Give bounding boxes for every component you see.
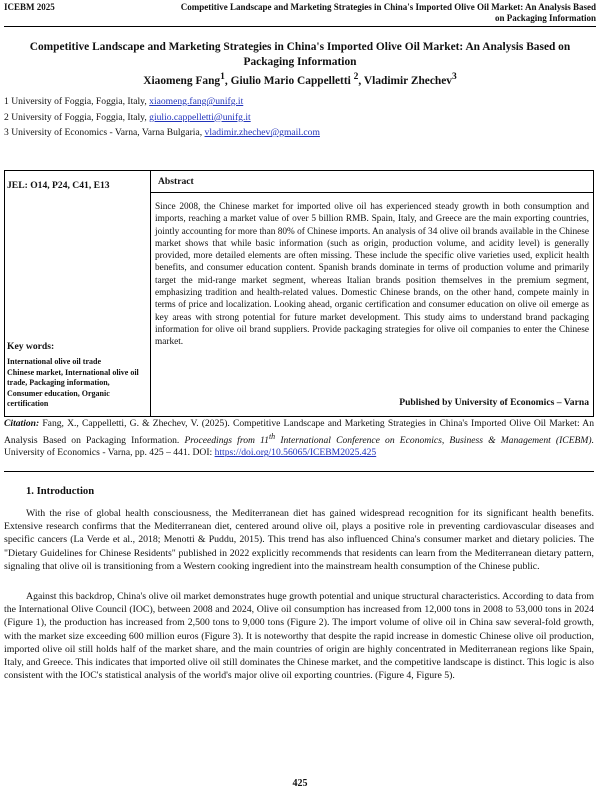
keywords-list	[7, 357, 145, 410]
affiliation-3: 3 University of Economics - Varna, Varna Bulgaria, vladimir.zhechev@gmail.com	[4, 127, 320, 138]
author-sup: 1	[220, 72, 225, 82]
abstract-box	[4, 170, 594, 417]
section-heading: 1. Introduction	[26, 486, 95, 497]
email-link[interactable]: vladimir.zhechev@gmail.com	[204, 127, 320, 138]
affiliations	[4, 94, 320, 141]
box-divider	[150, 171, 151, 416]
body-paragraph: With the rise of global health consciousness, the Mediterranean diet has gained widespread recognition for its significant health benefits. Extensive research confirms that the Mediterranean diet, centered around olive oil, plays a positive role in preventing cardiovascular diseases and specific cancers (La Verde et al., 2018; Menotti & Puddu, 2015). This trend has also influenced China's consumer market and dietary policies. The "Dietary Guidelines for Chinese Residents" published in 2022 explicitly recommends that residents can learn from the Mediterranean dietary pattern, signaling that olive oil is transitioning from a Western cooking ingredient into the mainstream health consumption of the Chinese public.	[4, 508, 594, 572]
citation-block: Citation: Fang, X., Cappelletti, G. & Zhechev, V. (2025). Competitive Landscape and Marketing Strategies in China's Imported Olive Oil Market: An Analysis Based on Packaging Information. Proceedings from 11th International Conference on Economics, Business & Management (ICEBM). University of Economics - Varna, pp. 425 – 441. DOI: https://doi.org/10.56065/ICEBM2025.425	[4, 418, 595, 459]
author-name: Giulio Mario Cappelletti	[230, 74, 351, 87]
paper-title: Competitive Landscape and Marketing Strategies in China's Imported Olive Oil Market: An Analysis Based on Packaging Information	[29, 41, 571, 68]
affiliation-2: 2 University of Foggia, Foggia, Italy, giulio.cappelletti@unifg.it	[4, 111, 251, 123]
author-sup: 2	[353, 72, 359, 82]
author-line: Xiaomeng Fang$^1$, Giulio Mario Cappelletti $^2$, Vladimir Zhechev$^3$	[143, 72, 457, 87]
body-paragraph: Against this backdrop, China's olive oil market demonstrates huge growth potential and unique structural characteristics. According to data from the International Olive Council (IOC), between 2008 and 2024, Olive oil consumption has increased from 12,000 tons in 2008 to 53,000 tons in 2024 (Figure 1), the production has increased from 2,500 tons to 9,000 tons (Figure 2). The import volume of olive oil in China saw several-fold growth, with the market size exceeding 600 million euros (Figure 3). It is noteworthy that despite the rapid increase in domestic Chinese olive oil production, imported olive oil still holds half of the market share, and the main countries of origin are highly concentrated in Mediterranean regions like Spain, Italy, and Greece. This indicates that imported olive oil still dominates the Chinese market, and the competitive landscape is distinct. This logic is also consistent with the IOC's statistical analysis of the world's major olive oil exporting countries. (Figure 4, Figure 5).	[4, 591, 594, 682]
box-divider	[150, 192, 593, 193]
doi-link[interactable]: https://doi.org/10.56065/ICEBM2025.425	[214, 447, 377, 459]
running-title: Competitive Landscape and Marketing Strategies in China's Imported Olive Oil Market: An Analysis Based on Packaging Information	[180, 2, 596, 23]
abstract-text: Since 2008, the Chinese market for imported olive oil has experienced steady growth in both consumption and imports, reaching a market value of over 5 billion RMB. Spain, Italy, and Greece are the main exporting countries, jointly accounting for more than 80% of Chinese imports. An analysis of 34 olive oil brands available in the Chinese market shows that while basic information (such as origin, production volume, and acidity level) is generally provided, more detailed elements are often missing. These include the specific olive varieties used, explicit health benefits, and consumer education content. Spanish brands dominate in terms of production volume and primarily target the mid-range market segment, whereas Italian brands position themselves in the premium segment, emphasizing tradition and health-related values. Domestic Chinese brands, on the other hand, compete mainly in terms of price and localization. Looking ahead, organic certification and consumer education on olive oil emerge as key areas with strong potential for future market development. This study aims to understand brand packaging information for olive oil brand suppliers. Provide packaging strategies for olive oil companies to enter the Chinese market.	[155, 202, 589, 348]
author-name: Vladimir Zhechev	[363, 74, 452, 87]
affiliation-1: 1 University of Foggia, Foggia, Italy, xiaomeng.fang@unifg.it	[4, 96, 244, 107]
email-link[interactable]: xiaomeng.fang@unifg.it	[149, 96, 244, 107]
abstract-heading: Abstract	[158, 176, 194, 187]
citation-divider	[4, 471, 594, 472]
email-link[interactable]: giulio.cappelletti@unifg.it	[149, 111, 251, 123]
citation-label: Citation:	[4, 418, 40, 429]
journal-name: ICEBM 2025	[4, 2, 55, 12]
keyword-item: International olive oil trade	[7, 357, 101, 366]
jel-codes: JEL: O14, P24, C41, E13	[7, 180, 110, 191]
proceedings-name: Proceedings from 11th International Conference on Economics, Business & Management (ICEBM).	[184, 431, 595, 446]
publisher-line: Published by University of Economics – Varna	[399, 397, 589, 408]
author-sup: 3	[452, 72, 457, 82]
page-number: 425	[292, 778, 308, 789]
keyword-item: Chinese market, International olive oil trade, Packaging information, Consumer education, Organic certification	[7, 367, 139, 408]
keywords-heading: Key words:	[7, 341, 55, 352]
page-header	[4, 2, 596, 26]
header-divider	[4, 26, 596, 27]
author-name: Xiaomeng Fang	[143, 74, 221, 87]
